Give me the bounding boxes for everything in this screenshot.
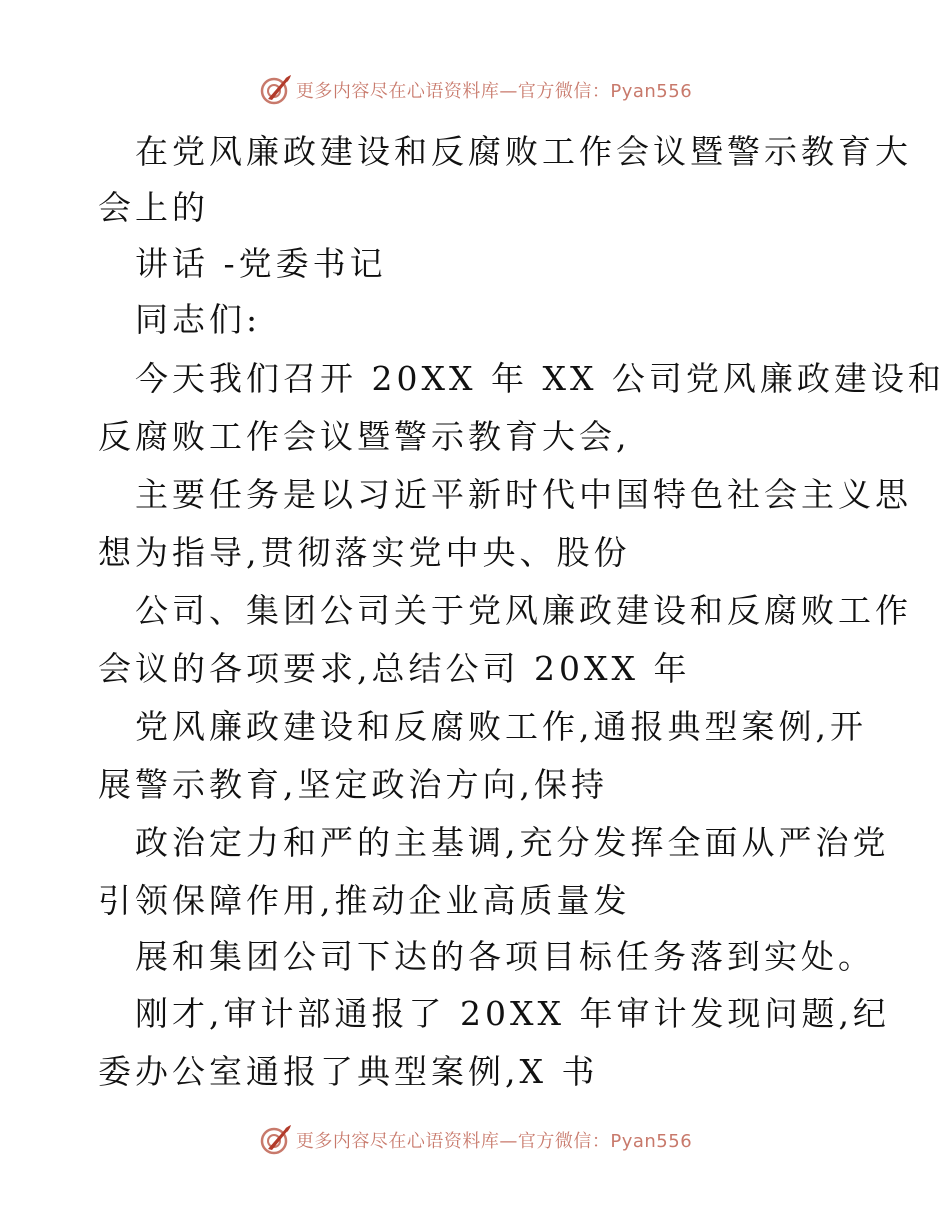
- text-line: 主要任务是以习近平新时代中国特色社会主义思: [135, 475, 912, 514]
- watermark-text: 更多内容尽在心语资料库—官方微信：Pyan556: [295, 1131, 693, 1152]
- text-line: 公司、集团公司关于党风廉政建设和反腐败工作: [135, 591, 912, 630]
- footer-watermark: [0, 1120, 950, 1160]
- text-line: 委办公室通报了典型案例,X 书: [98, 1052, 599, 1091]
- text-line: 会议的各项要求,总结公司 20XX 年: [98, 649, 691, 688]
- text-line: 展警示教育,坚定政治方向,保持: [98, 765, 608, 804]
- text-line: 政治定力和严的主基调,充分发挥全面从严治党: [135, 823, 890, 862]
- text-line: 会上的: [98, 188, 209, 227]
- header-watermark: [0, 70, 950, 110]
- text-line: 今天我们召开 20XX 年 XX 公司党风廉政建设和: [135, 359, 945, 398]
- text-line: 展和集团公司下达的各项目标任务落到实处。: [135, 937, 875, 976]
- quill-logo-icon: [258, 73, 292, 107]
- text-line: 在党风廉政建设和反腐败工作会议暨警示教育大: [135, 132, 912, 171]
- text-line: 刚才,审计部通报了 20XX 年审计发现问题,纪: [135, 994, 890, 1033]
- text-line: 反腐败工作会议暨警示教育大会,: [98, 417, 631, 456]
- text-line: 同志们:: [135, 300, 262, 339]
- text-line: 党风廉政建设和反腐败工作,通报典型案例,开: [135, 707, 867, 746]
- text-line: 想为指导,贯彻落实党中央、股份: [98, 533, 631, 572]
- quill-logo-icon: [258, 1123, 292, 1157]
- watermark-text: 更多内容尽在心语资料库—官方微信：Pyan556: [295, 81, 693, 102]
- text-line: 讲话 -党委书记: [135, 244, 387, 283]
- text-line: 引领保障作用,推动企业高质量发: [98, 881, 631, 920]
